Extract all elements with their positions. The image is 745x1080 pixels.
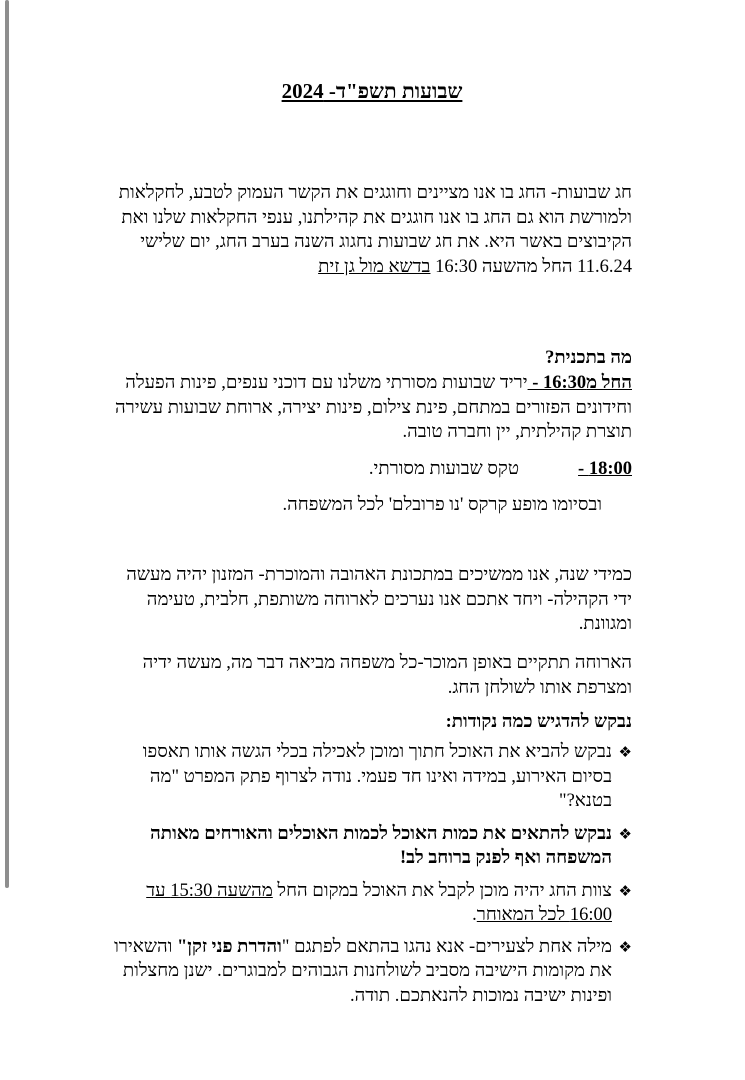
list-item — [112, 879, 632, 928]
bullet-text-end: והשאירו את מקומות הישיבה מסביב לשולחנות הגבוהים למבוגרים. ישנן מחצלות ופינות ישיבה נמוכות להנאתכם. תודה. — [114, 936, 612, 1006]
page-title: שבועות תשפ"ד- 2024 — [281, 79, 463, 103]
paragraph-meal-2: הארוחה תתקיים באופן המוכר-כל משפחה מביאה דבר מה, מעשה ידיה ומצרפת אותו לשולחן החג. — [142, 653, 632, 698]
bullet-list — [112, 740, 632, 1016]
diamond-bullet-icon: ❖ — [618, 824, 632, 843]
program-time-1800: 18:00 - — [578, 459, 632, 479]
bullet-text: נבקש להתאים את כמות האוכל לכמות האוכלים והאורחים מאותה המשפחה ואף לפנק ברוחב לב! — [150, 823, 612, 868]
emphasis-heading: נבקש להדגיש כמה נקודות: — [445, 712, 632, 732]
program-text-1630: יריד שבועות מסורתי משלנו עם דוכני ענפים, פינות הפעלה וחידונים הפזורים במתחם, פינת צילום, פינות יצירה, ארוחת שבועות עשירה תוצרת קהילתית, יין וחברה טובה. — [115, 373, 632, 442]
bullet-text: מילה אחת לצעירים- אנא נהגו בהתאם לפתגם " — [281, 936, 612, 957]
list-item — [112, 935, 632, 1009]
intro-paragraph — [112, 181, 632, 279]
list-item — [112, 740, 632, 814]
program-text-1800: טקס שבועות מסורתי. — [368, 459, 519, 479]
paragraph-meal-1: כמידי שנה, אנו ממשיכים במתכונת האהובה והמוכרת- המזנון יהיה מעשה ידי הקהילה- ויחד אתכם אנו נערכים לארוחה משותפת, חלבית, טעימה ומגוונת. — [126, 565, 632, 634]
bullet-text: נבקש להביא את האוכל חתוך ומוכן לאכילה בכלי הגשה אותו תאספו בסיום האירוע, במידה ואינו חד פעמי. נודה לצרוף פתק המפרט "מה בטנא?" — [142, 742, 612, 811]
program-item-1630 — [112, 371, 632, 445]
diamond-bullet-icon: ❖ — [618, 881, 632, 900]
program-heading: מה בתכנית? — [545, 348, 632, 368]
bullet-text: צוות החג יהיה מוכן לקבל את האוכל במקום החל — [272, 880, 612, 901]
diamond-bullet-icon: ❖ — [618, 937, 632, 956]
document-page — [112, 0, 632, 1080]
list-item — [112, 822, 632, 871]
bullet-bold-phrase: והדרת פני זקן" — [176, 936, 282, 957]
diamond-bullet-icon: ❖ — [618, 743, 632, 761]
program-time-1630: החל מ16:30 - — [527, 373, 632, 393]
time-window-link[interactable]: מהשעה 15:30 עד 16:00 לכל המאוחר — [146, 880, 612, 925]
location-link[interactable]: בדשא מול גן זית — [318, 256, 431, 277]
program-ending: ובסיומו מופע קרקס 'נו פרובלם' לכל המשפחה. — [282, 495, 602, 515]
intro-text: חג שבועות- החג בו אנו מציינים וחוגגים את הקשר העמוק לטבע, לחקלאות ולמורשת הוא גם החג בו אנו חוגגים את קהילתנו, ענפי החקלאות שלנו ואת הקיבוצים באשר היא. את חג שבועות נחגוג השנה בערב החג, יום שלישי 11.6.24 החל מהשעה 16:30 — [118, 183, 632, 277]
scrollbar[interactable] — [5, 0, 9, 888]
bullet-text-end: . — [472, 905, 477, 925]
